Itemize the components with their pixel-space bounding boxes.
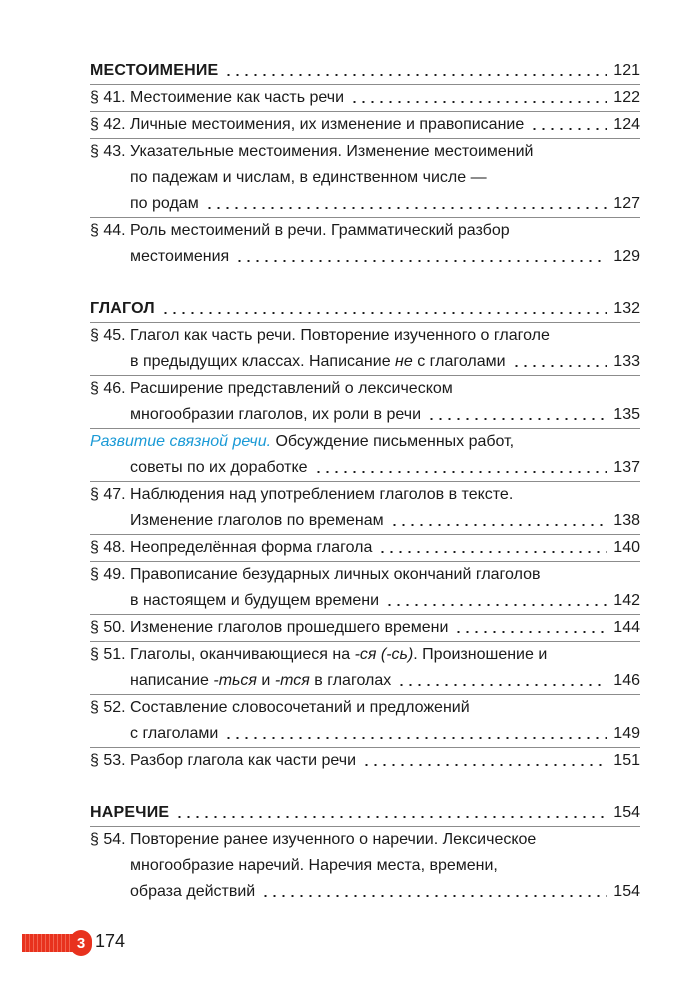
page-footer bbox=[0, 928, 200, 958]
page-ref: 129 bbox=[613, 248, 640, 265]
toc-entry bbox=[90, 535, 640, 561]
leader-dots bbox=[512, 365, 608, 367]
entry-text: написание -ться и -тся в глаголах bbox=[130, 672, 392, 689]
leader-dots bbox=[261, 895, 607, 897]
leader-dots bbox=[161, 312, 608, 314]
toc-entry bbox=[90, 376, 640, 428]
page-ref: 151 bbox=[613, 752, 640, 769]
entry-text: многообразии глаголов, их роли в речи bbox=[130, 406, 422, 423]
page-ref: 137 bbox=[613, 459, 640, 476]
leader-dots bbox=[205, 207, 608, 209]
page-ref: 135 bbox=[613, 406, 640, 423]
leader-dots bbox=[362, 764, 607, 766]
leader-dots bbox=[314, 471, 608, 473]
table-of-contents bbox=[90, 58, 640, 931]
toc-section bbox=[90, 296, 640, 774]
leader-dots bbox=[390, 524, 608, 526]
entry-text: § 47. Наблюдения над употреблением глаголов в тексте. bbox=[90, 486, 514, 503]
entry-text: § 54. Повторение ранее изученного о наречии. Лексическое bbox=[90, 831, 537, 848]
entry-text: § 51. Глаголы, оканчивающиеся на -ся (-сь). Произношение и bbox=[90, 646, 548, 663]
section-heading bbox=[90, 800, 640, 826]
entry-text: § 42. Личные местоимения, их изменение и правописание bbox=[90, 116, 525, 133]
page-ref: 140 bbox=[613, 539, 640, 556]
entry-text: Развитие связной речи. Обсуждение письменных работ, bbox=[90, 433, 515, 450]
toc-entry bbox=[90, 85, 640, 111]
entry-text: § 43. Указательные местоимения. Изменение местоимений bbox=[90, 143, 534, 160]
page-ref: 133 bbox=[613, 353, 640, 370]
leader-dots bbox=[224, 737, 607, 739]
entry-text: § 45. Глагол как часть речи. Повторение изученного о глаголе bbox=[90, 327, 550, 344]
page-ref: 132 bbox=[613, 300, 640, 317]
entry-text: в предыдущих классах. Написание не с глаголами bbox=[130, 353, 506, 370]
leader-dots bbox=[385, 604, 607, 606]
toc-entry bbox=[90, 642, 640, 694]
page-ref: 121 bbox=[613, 62, 640, 79]
page-ref: 127 bbox=[613, 195, 640, 212]
page-ref: 149 bbox=[613, 725, 640, 742]
entry-text: образа действий bbox=[130, 883, 256, 900]
toc-section bbox=[90, 58, 640, 270]
entry-text: § 52. Составление словосочетаний и предложений bbox=[90, 699, 470, 716]
entry-text: § 44. Роль местоимений в речи. Грамматический разбор bbox=[90, 222, 510, 239]
leader-dots bbox=[224, 74, 607, 76]
entry-text: § 41. Местоимение как часть речи bbox=[90, 89, 345, 106]
leader-dots bbox=[378, 551, 607, 553]
page-ref: 154 bbox=[613, 883, 640, 900]
page-ref: 124 bbox=[613, 116, 640, 133]
page-ref: 142 bbox=[613, 592, 640, 609]
entry-text: в настоящем и будущем времени bbox=[130, 592, 380, 609]
entry-text: по падежам и числам, в единственном числе — bbox=[130, 169, 487, 186]
red-stripe-decoration bbox=[22, 934, 74, 952]
toc-entry bbox=[90, 112, 640, 138]
toc-section bbox=[90, 800, 640, 905]
page-number: 174 bbox=[95, 931, 126, 951]
section-title: НАРЕЧИЕ bbox=[90, 804, 170, 821]
leader-dots bbox=[235, 260, 607, 262]
toc-entry bbox=[90, 695, 640, 747]
section-title: ГЛАГОЛ bbox=[90, 300, 155, 317]
page-ref: 144 bbox=[613, 619, 640, 636]
toc-entry bbox=[90, 827, 640, 905]
entry-text: с глаголами bbox=[130, 725, 219, 742]
toc-entry bbox=[90, 218, 640, 270]
entry-text: советы по их доработке bbox=[130, 459, 308, 476]
entry-text: Изменение глаголов по временам bbox=[130, 512, 384, 529]
leader-dots bbox=[175, 816, 607, 818]
toc-entry bbox=[90, 748, 640, 774]
section-heading bbox=[90, 296, 640, 322]
leader-dots bbox=[350, 101, 607, 103]
entry-text: § 48. Неопределённая форма глагола bbox=[90, 539, 373, 556]
entry-text: § 50. Изменение глаголов прошедшего времени bbox=[90, 619, 449, 636]
dev-label: Развитие связной речи. bbox=[90, 433, 272, 450]
leader-dots bbox=[427, 418, 607, 420]
toc-entry bbox=[90, 139, 640, 217]
entry-text: § 46. Расширение представлений о лексическом bbox=[90, 380, 453, 397]
page-ref: 154 bbox=[613, 804, 640, 821]
toc-entry bbox=[90, 615, 640, 641]
leader-dots bbox=[454, 631, 607, 633]
entry-text: § 49. Правописание безударных личных окончаний глаголов bbox=[90, 566, 541, 583]
toc-entry bbox=[90, 429, 640, 481]
entry-text: многообразие наречий. Наречия места, времени, bbox=[130, 857, 498, 874]
toc-entry bbox=[90, 562, 640, 614]
leader-dots bbox=[530, 128, 607, 130]
page-ref: 138 bbox=[613, 512, 640, 529]
toc-entry bbox=[90, 482, 640, 534]
entry-text: по родам bbox=[130, 195, 199, 212]
section-title: МЕСТОИМЕНИЕ bbox=[90, 62, 219, 79]
page-ref: 122 bbox=[613, 89, 640, 106]
toc-entry bbox=[90, 323, 640, 375]
chapter-badge: 3 bbox=[70, 930, 92, 956]
entry-text: местоимения bbox=[130, 248, 230, 265]
page-ref: 146 bbox=[613, 672, 640, 689]
entry-text: § 53. Разбор глагола как части речи bbox=[90, 752, 357, 769]
leader-dots bbox=[397, 684, 607, 686]
section-heading bbox=[90, 58, 640, 84]
